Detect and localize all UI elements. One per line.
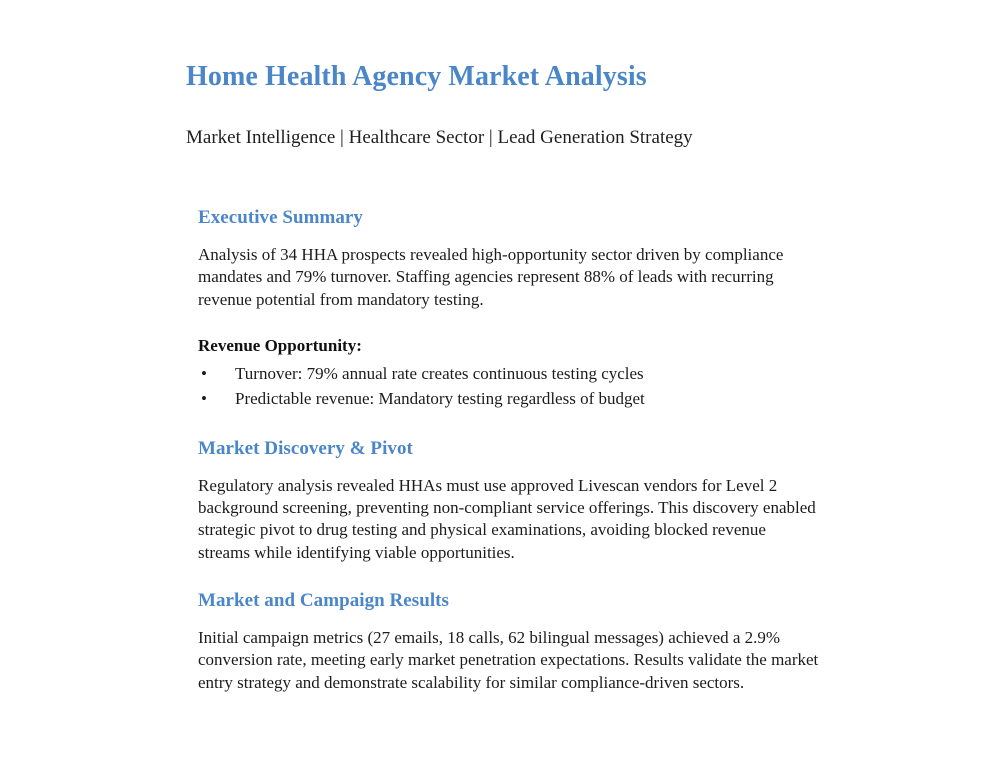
section-market-campaign-results <box>198 564 820 694</box>
bullet-icon: • <box>201 363 207 383</box>
list-item <box>198 386 820 412</box>
section-paragraph: Analysis of 34 HHA prospects revealed high-opportunity sector driven by compliance mandates and 79% turnover. Staffing agencies represent 88% of leads with recurring revenue potential from mandatory testing. <box>198 245 784 309</box>
list-item <box>198 361 820 387</box>
section-heading: Market and Campaign Results <box>198 590 450 612</box>
section-paragraph: Initial campaign metrics (27 emails, 18 calls, 62 bilingual messages) achieved a 2.9% conversion rate, meeting early market penetration expectations. Results validate the market entry strategy and demonstrate scalability for similar compliance-driven sectors. <box>198 628 819 692</box>
document-body <box>198 206 820 694</box>
bullet-icon: • <box>201 389 207 409</box>
section-executive-summary <box>198 206 820 412</box>
page-subtitle: Market Intelligence | Healthcare Sector | Lead Generation Strategy <box>186 127 693 148</box>
list-item-label: Predictable revenue: Mandatory testing regardless of budget <box>235 389 645 409</box>
document-header <box>186 60 846 150</box>
section-market-discovery-pivot <box>198 412 820 564</box>
list-item-label: Turnover: 79% annual rate creates continuous testing cycles <box>235 363 644 383</box>
revenue-opportunity-list <box>198 357 820 412</box>
section-heading: Executive Summary <box>198 207 363 228</box>
section-paragraph: Regulatory analysis revealed HHAs must use approved Livescan vendors for Level 2 background screening, preventing non-compliant service offerings. This discovery enabled strategic pivot to drug testing and physical examinations, avoiding blocked revenue streams while identifying viable opportunities. <box>198 475 816 562</box>
page-title: Home Health Agency Market Analysis <box>186 61 647 92</box>
revenue-opportunity-subheading: Revenue Opportunity: <box>198 335 362 355</box>
section-heading: Market Discovery & Pivot <box>198 437 413 459</box>
